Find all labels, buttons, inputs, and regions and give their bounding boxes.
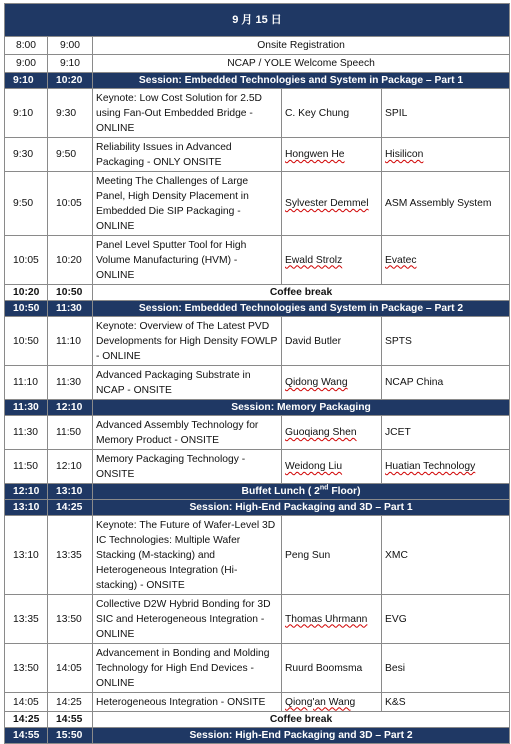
break-title: Coffee break <box>93 712 510 728</box>
organization <box>382 693 510 712</box>
organization <box>382 236 510 285</box>
talk-title: Keynote: Low Cost Solution for 2.5D using Fan-Out Embedded Bridge - ONLINE <box>93 89 282 138</box>
start-time: 10:20 <box>5 285 48 301</box>
start-time: 10:50 <box>5 317 48 366</box>
talk-title: Memory Packaging Technology - ONSITE <box>93 450 282 484</box>
start-time: 11:10 <box>5 366 48 400</box>
speaker-name <box>282 416 382 450</box>
start-time: 9:30 <box>5 138 48 172</box>
end-time: 13:10 <box>48 484 93 500</box>
speaker-name <box>282 644 382 693</box>
speaker-name <box>282 595 382 644</box>
session-title: Session: Memory Packaging <box>93 400 510 416</box>
organization <box>382 416 510 450</box>
session-header-row <box>5 728 510 744</box>
event-title: NCAP / YOLE Welcome Speech <box>93 55 510 73</box>
talk-title: Keynote: The Future of Wafer-Level 3D IC Technologies: Multiple Wafer Stacking (M-stacking) and Heterogeneous Integration (Hi-stacking) - ONSITE <box>93 516 282 595</box>
session-title: Buffet Lunch ( 2nd Floor) <box>93 484 510 500</box>
organization <box>382 366 510 400</box>
end-time: 14:25 <box>48 693 93 712</box>
event-title: Onsite Registration <box>93 37 510 55</box>
start-time: 13:10 <box>5 500 48 516</box>
speaker-name-text: Qidong Wang <box>285 377 348 388</box>
talk-row <box>5 236 510 285</box>
end-time: 10:50 <box>48 285 93 301</box>
talk-title: Keynote: Overview of The Latest PVD Developments for High Density FOWLP - ONLINE <box>93 317 282 366</box>
talk-row <box>5 366 510 400</box>
speaker-name-text: Ewald Strolz <box>285 254 343 266</box>
organization <box>382 516 510 595</box>
speaker-name <box>282 89 382 138</box>
day-header: 9 月 15 日 <box>5 4 510 37</box>
talk-title: Advanced Assembly Technology for Memory Product - ONSITE <box>93 416 282 450</box>
start-time: 10:05 <box>5 236 48 285</box>
start-time: 9:10 <box>5 73 48 89</box>
organization-text: Besi <box>385 662 406 674</box>
talk-row <box>5 138 510 172</box>
session-title: Session: High-End Packaging and 3D – Part 1 <box>93 500 510 516</box>
organization <box>382 89 510 138</box>
start-time: 10:50 <box>5 301 48 317</box>
talk-title: Meeting The Challenges of Large Panel, High Density Placement in Embedded Die SIP Packaging - ONLINE <box>93 172 282 236</box>
talk-title: Heterogeneous Integration - ONSITE <box>93 693 282 712</box>
start-time: 11:30 <box>5 400 48 416</box>
start-time: 12:10 <box>5 484 48 500</box>
talk-title: Advancement in Bonding and Molding Technology for High End Devices - ONLINE <box>93 644 282 693</box>
end-time: 15:50 <box>48 728 93 744</box>
start-time: 11:50 <box>5 450 48 484</box>
organization-text: Evatec <box>385 254 417 266</box>
talk-row <box>5 644 510 693</box>
speaker-name-text: Ruurd Boomsma <box>285 662 363 674</box>
talk-row <box>5 172 510 236</box>
end-time: 9:00 <box>48 37 93 55</box>
organization <box>382 595 510 644</box>
end-time: 10:20 <box>48 236 93 285</box>
end-time: 10:05 <box>48 172 93 236</box>
break-title: Coffee break <box>93 285 510 301</box>
start-time: 13:50 <box>5 644 48 693</box>
end-time: 13:50 <box>48 595 93 644</box>
schedule-table <box>4 3 510 744</box>
talk-row <box>5 450 510 484</box>
start-time: 14:05 <box>5 693 48 712</box>
speaker-name-text: Thomas Uhrmann <box>285 613 368 625</box>
session-header-row <box>5 301 510 317</box>
end-time: 12:10 <box>48 400 93 416</box>
break-row <box>5 712 510 728</box>
speaker-name <box>282 366 382 400</box>
talk-title: Collective D2W Hybrid Bonding for 3D SIC and Heterogeneous Integration - ONLINE <box>93 595 282 644</box>
break-row <box>5 285 510 301</box>
talk-row <box>5 693 510 712</box>
end-time: 14:25 <box>48 500 93 516</box>
organization-text: SPTS <box>385 335 412 347</box>
start-time: 13:10 <box>5 516 48 595</box>
start-time: 9:10 <box>5 89 48 138</box>
talk-title: Panel Level Sputter Tool for High Volume Manufacturing (HVM) - ONLINE <box>93 236 282 285</box>
organization-text: K&S <box>385 696 406 708</box>
session-header-row <box>5 484 510 500</box>
speaker-name-text: C. Key Chung <box>285 107 350 119</box>
speaker-name-text: Hongwen He <box>285 149 345 160</box>
end-time: 11:30 <box>48 366 93 400</box>
organization <box>382 138 510 172</box>
start-time: 14:55 <box>5 728 48 744</box>
session-header-row <box>5 400 510 416</box>
organization-text: EVG <box>385 613 407 625</box>
organization-text: XMC <box>385 549 408 561</box>
end-time: 13:35 <box>48 516 93 595</box>
session-title: Session: Embedded Technologies and System in Package – Part 2 <box>93 301 510 317</box>
end-time: 11:50 <box>48 416 93 450</box>
speaker-name <box>282 236 382 285</box>
organization <box>382 450 510 484</box>
superscript: nd <box>319 484 329 492</box>
speaker-name-text: Qiong'an Wang <box>285 696 356 708</box>
organization-text: SPIL <box>385 107 408 119</box>
end-time: 9:10 <box>48 55 93 73</box>
talk-title: Advanced Packaging Substrate in NCAP - ONSITE <box>93 366 282 400</box>
talk-row <box>5 416 510 450</box>
start-time: 8:00 <box>5 37 48 55</box>
speaker-name-text: Sylvester Demmel <box>285 198 369 209</box>
speaker-name <box>282 317 382 366</box>
session-title: Session: High-End Packaging and 3D – Part 2 <box>93 728 510 744</box>
start-time: 11:30 <box>5 416 48 450</box>
day-header-row <box>5 4 510 37</box>
start-time: 14:25 <box>5 712 48 728</box>
session-header-row <box>5 73 510 89</box>
talk-title: Reliability Issues in Advanced Packaging - ONLY ONSITE <box>93 138 282 172</box>
speaker-name <box>282 450 382 484</box>
speaker-name <box>282 172 382 236</box>
end-time: 14:05 <box>48 644 93 693</box>
speaker-name-text: Weidong Liu <box>285 461 343 472</box>
organization <box>382 317 510 366</box>
talk-row <box>5 89 510 138</box>
end-time: 11:10 <box>48 317 93 366</box>
organization-text: NCAP China <box>385 377 444 388</box>
start-time: 9:50 <box>5 172 48 236</box>
end-time: 12:10 <box>48 450 93 484</box>
talk-row <box>5 595 510 644</box>
end-time: 11:30 <box>48 301 93 317</box>
session-title: Session: Embedded Technologies and System in Package – Part 1 <box>93 73 510 89</box>
organization <box>382 644 510 693</box>
organization <box>382 172 510 236</box>
speaker-name <box>282 516 382 595</box>
start-time: 9:00 <box>5 55 48 73</box>
speaker-name <box>282 693 382 712</box>
organization-text: ASM Assembly System <box>385 198 492 209</box>
speaker-name-text: Guoqiang Shen <box>285 427 357 438</box>
schedule-row <box>5 55 510 73</box>
speaker-name-text: David Butler <box>285 335 342 347</box>
speaker-name-text: Peng Sun <box>285 549 331 561</box>
talk-row <box>5 317 510 366</box>
speaker-name <box>282 138 382 172</box>
start-time: 13:35 <box>5 595 48 644</box>
organization-text: Huatian Technology <box>385 461 476 472</box>
organization-text: Hisilicon <box>385 149 424 160</box>
organization-text: JCET <box>385 427 411 438</box>
end-time: 10:20 <box>48 73 93 89</box>
end-time: 9:30 <box>48 89 93 138</box>
end-time: 14:55 <box>48 712 93 728</box>
session-header-row <box>5 500 510 516</box>
schedule-row <box>5 37 510 55</box>
talk-row <box>5 516 510 595</box>
end-time: 9:50 <box>48 138 93 172</box>
